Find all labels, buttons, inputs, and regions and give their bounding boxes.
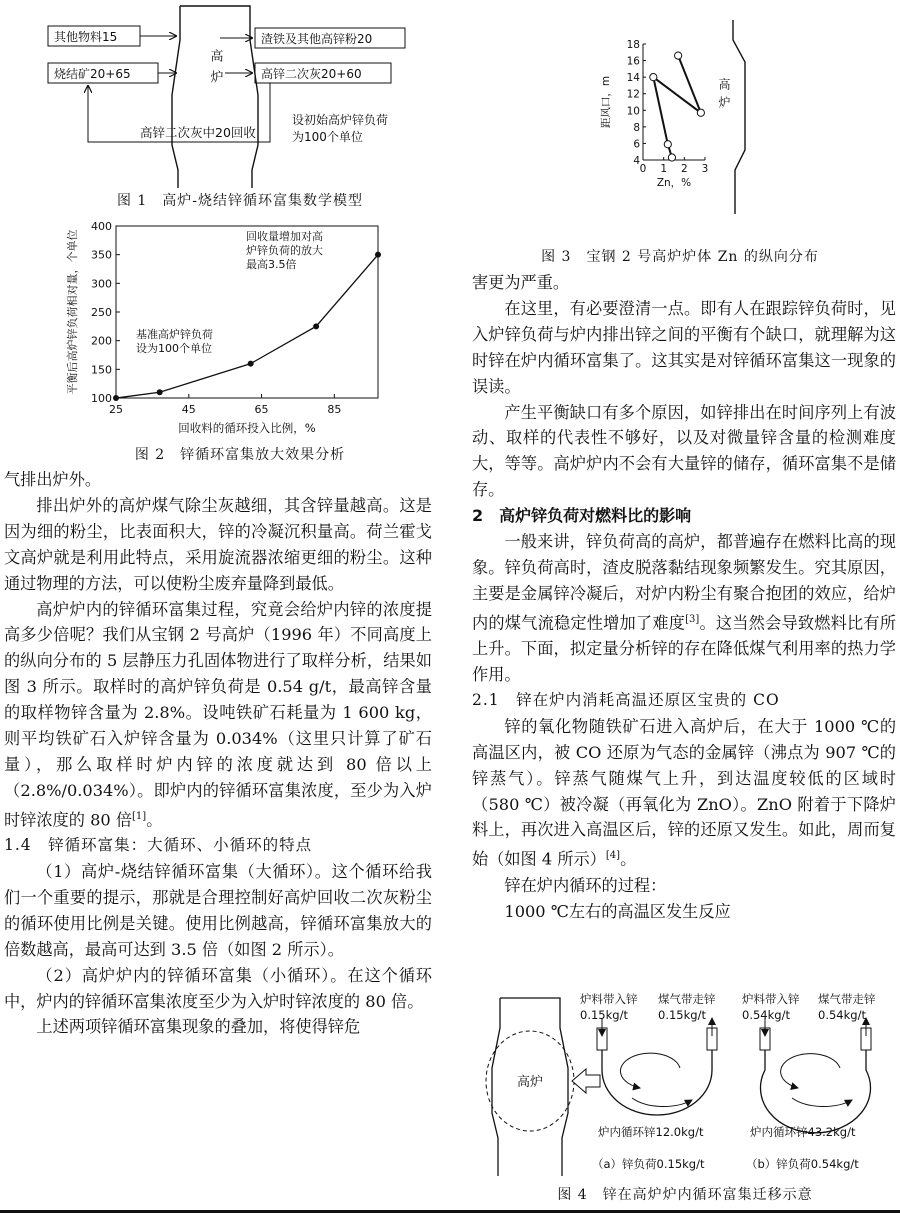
fig1-recycle-label: 高锌二次灰中20回收 xyxy=(140,125,256,140)
fig4-b-in-label: 炉料带入锌 xyxy=(742,992,800,1006)
fig2-xtick-label: 45 xyxy=(181,403,196,416)
fig3-ytick-label: 4 xyxy=(633,155,640,167)
fig3-ytick-label: 12 xyxy=(626,88,640,101)
right-p1: 在这里，有必要澄清一点。即有人在跟踪锌负荷时，见入炉锌负荷与炉内排出锌之间的平衡有个缺口，就理解为这时锌在炉内循环富集了。这其实是对锌循环富集这一现象的误读。 xyxy=(472,298,896,396)
fig2-xtick-label: 25 xyxy=(109,403,123,416)
fig2-ytick-label: 400 xyxy=(91,220,112,233)
fig3-xtick-label: 3 xyxy=(701,163,709,175)
fig4-furnace-label: 高炉 xyxy=(516,1075,544,1090)
left-column xyxy=(4,467,432,1040)
section-2-heading: 2 高炉锌负荷对燃料比的影响 xyxy=(472,506,692,526)
box-dust-label: 高锌二次灰20+60 xyxy=(261,67,362,81)
box-slag-label: 渣铁及其他高锌粉20 xyxy=(261,32,373,46)
box-sinter-label: 烧结矿20+65 xyxy=(54,67,131,81)
fig2-data-point xyxy=(313,323,319,329)
fig2-data-point xyxy=(113,395,119,401)
furnace-outline xyxy=(172,6,258,188)
right-column xyxy=(472,270,896,924)
fig2-xlabel: 回收料的循环投入比例，% xyxy=(178,421,316,435)
fig1-note-line1: 设初始高炉锌负荷 xyxy=(292,113,389,127)
right-p5: 锌在炉内循环的过程： xyxy=(504,875,667,895)
figure-3-chart xyxy=(585,0,765,222)
figure-4-caption: 图 4 锌在高炉炉内循环富集迁移示意 xyxy=(557,1187,813,1203)
fig3-ytick-label: 8 xyxy=(633,121,640,134)
fig4-a-cycle: 炉内循环锌12.0kg/t xyxy=(598,1125,704,1139)
fig2-ytick-label: 100 xyxy=(91,392,112,405)
fig4-b-subcaption: （b）锌负荷0.54kg/t xyxy=(746,1157,859,1171)
fig2-data-point xyxy=(375,252,381,258)
ref-3[interactable]: [3] xyxy=(685,613,700,625)
fig2-annotation-2-line2: 设为100个单位 xyxy=(136,342,212,355)
left-p3: （1）高炉-烧结锌循环富集（大循环）。这个循环给我们一个重要的提示，那就是合理控制好高炉回收二次灰粉尘的循环使用比例是关键。使用比例越高，锌循环富集放大的倍数越高，最高可达到 3.5 倍（如图 2 所示）。 xyxy=(4,861,432,959)
fig3-xlabel: Zn，% xyxy=(656,177,692,189)
right-p6: 1000 ℃左右的高温区发生反应 xyxy=(504,901,731,921)
fig3-data-point xyxy=(668,154,675,161)
left-p0: 气排出炉外。 xyxy=(4,470,102,489)
fig4-zoom-arrow xyxy=(572,1069,600,1093)
fig3-ytick-label: 18 xyxy=(626,39,640,51)
left-p4: （2）高炉炉内的锌循环富集（小循环）。在这个循环中，炉内的锌循环富集浓度至少为入炉时锌浓度的 80 倍。 xyxy=(4,965,432,1011)
right-p3: 一般来讲，锌负荷高的高炉，都普遍存在燃料比高的现象。锌负荷高时，渣皮脱落黏结现象频繁发生。究其原因，主要是金属锌冷凝后，对炉内粉尘有聚合抱团的效应，给炉内的煤气流稳定性增加了难度[3]。这当然会导致燃料比有所上升。下面，拟定量分析锌的存在降低煤气利用率的热力学作用。 xyxy=(472,532,897,684)
box-other-materials-label: 其他物料15 xyxy=(54,30,118,44)
fig2-ytick-label: 300 xyxy=(91,277,112,291)
fig3-furnace-profile xyxy=(733,20,745,214)
fig4-a-subcaption: （a）锌负荷0.15kg/t xyxy=(592,1157,705,1171)
fig3-xtick-label: 0 xyxy=(639,163,647,175)
figure-3-caption: 图 3 宝钢 2 号高炉炉体 Zn 的纵向分布 xyxy=(541,249,819,265)
fig4-a-in-value: 0.15kg/t xyxy=(580,1008,628,1022)
fig3-data-point xyxy=(675,52,682,59)
section-2-1-heading: 2.1 锌在炉内消耗高温还原区宝贵的 CO xyxy=(472,690,780,709)
fig2-ytick-label: 350 xyxy=(91,248,112,262)
fig2-data-point xyxy=(157,389,163,395)
ref-1[interactable]: [1] xyxy=(132,810,147,822)
fig2-annotation-2-line1: 基准高炉锌负荷 xyxy=(136,328,213,341)
fig3-furnace-label: 高炉 xyxy=(717,78,731,114)
section-1-4-heading: 1.4 锌循环富集：大循环、小循环的特点 xyxy=(4,836,313,855)
fig1-furnace-label: 高炉 xyxy=(207,49,223,91)
fig2-ytick-label: 200 xyxy=(91,334,112,348)
fig2-annotation-1-line1: 回收量增加对高 xyxy=(246,230,323,243)
fig2-data-point xyxy=(248,361,254,367)
fig3-xtick-label: 1 xyxy=(660,163,668,175)
left-p1: 排出炉外的高炉煤气除尘灰越细，其含锌量越高。这是因为细的粉尘，比表面积大，锌的冷凝沉积量高。荷兰霍戈文高炉就是利用此特点，采用旋流器浓缩更细的粉尘。这种通过物理的方法，可以使粉尘废弃量降到最低。 xyxy=(4,495,432,593)
fig3-ylabel: 距风口，m xyxy=(600,75,612,129)
right-p4: 锌的氧化物随铁矿石进入高炉后，在大于 1000 ℃的高温区内，被 CO 还原为气态的金属锌（沸点为 907 ℃的锌蒸气）。锌蒸气随煤气上升，到达温度较低的区域时（580 ℃）被冷凝（再氧化为 ZnO）。ZnO 附着于下降炉料上，再次进入高温区后，锌的还原又发生。如此，周而复始（如图 4 所示）[4]。 xyxy=(472,716,896,869)
fig2-annotation-1-line3: 最高3.5倍 xyxy=(246,258,297,271)
fig3-ytick-label: 6 xyxy=(633,138,640,151)
left-p5: 上述两项锌循环富集现象的叠加，将使得锌危 xyxy=(36,1017,361,1037)
fig3-data-point xyxy=(697,109,704,116)
fig2-ytick-label: 150 xyxy=(91,363,112,377)
figure-1-caption: 图 1 高炉-烧结锌循环富集数学模型 xyxy=(116,193,364,209)
fig2-series-line xyxy=(116,255,378,398)
ref-4[interactable]: [4] xyxy=(605,850,621,862)
fig4-a-in-label: 炉料带入锌 xyxy=(580,992,638,1006)
fig3-data-point xyxy=(650,74,657,81)
fig4-b-cycle: 炉内循环锌43.2kg/t xyxy=(750,1125,856,1139)
fig4-b-in-value: 0.54kg/t xyxy=(742,1008,790,1022)
fig3-data-point xyxy=(664,141,671,148)
figure-2-caption: 图 2 锌循环富集放大效果分析 xyxy=(134,447,346,463)
fig2-annotation-1-line2: 炉锌负荷的放大 xyxy=(246,244,323,257)
fig4-a-out-value: 0.15kg/t xyxy=(658,1008,706,1022)
fig4-a-out-label: 煤气带走锌 xyxy=(658,992,716,1006)
fig2-ylabel: 平衡后高炉锌负荷相对量，个单位 xyxy=(66,229,79,395)
figure-1 xyxy=(30,0,450,190)
fig2-xtick-label: 85 xyxy=(327,403,342,416)
right-p0: 害更为严重。 xyxy=(472,273,570,292)
fig3-ytick-label: 16 xyxy=(626,55,640,68)
figure-4 xyxy=(480,988,890,1180)
right-p2: 产生平衡缺口有多个原因，如锌排出在时间序列上有波动、取样的代表性不够好，以及对微量锌含量的检测难度大，等等。高炉炉内不会有大量锌的储存，循环富集不是储存。 xyxy=(472,402,896,500)
left-p2: 高炉炉内的锌循环富集过程，究竟会给炉内锌的浓度提高多少倍呢？我们从宝钢 2 号高炉（1996 年）不同高度上的纵向分布的 5 层静压力孔固体物进行了取样分析，结果如图 3 所示。取样时的高炉锌负荷是 0.54 g/t，最高锌含量的取样物锌含量为 2.8%。设吨铁矿石耗量为 1 600 kg，则平均铁矿石入炉锌含量为 0.034%（这里只计算了矿石量），那么取样时炉内锌的浓度就达到 80 倍以上（2.8%/0.034%）。即炉内的锌循环富集浓度，至少为入炉时锌浓度的 80 倍[1]。 xyxy=(4,599,432,830)
fig3-xtick-label: 2 xyxy=(680,163,688,175)
fig3-ytick-label: 10 xyxy=(626,105,640,118)
fig2-ytick-label: 250 xyxy=(91,306,112,319)
figure-2-chart xyxy=(60,214,400,436)
fig3-ytick-label: 14 xyxy=(626,72,640,85)
fig4-b-out-label: 煤气带走锌 xyxy=(818,992,876,1006)
fig2-xtick-label: 65 xyxy=(254,403,269,416)
fig1-note-line2: 为100个单位 xyxy=(292,130,363,144)
fig4-b-out-value: 0.54kg/t xyxy=(818,1008,866,1022)
fig3-series-line xyxy=(653,56,701,158)
